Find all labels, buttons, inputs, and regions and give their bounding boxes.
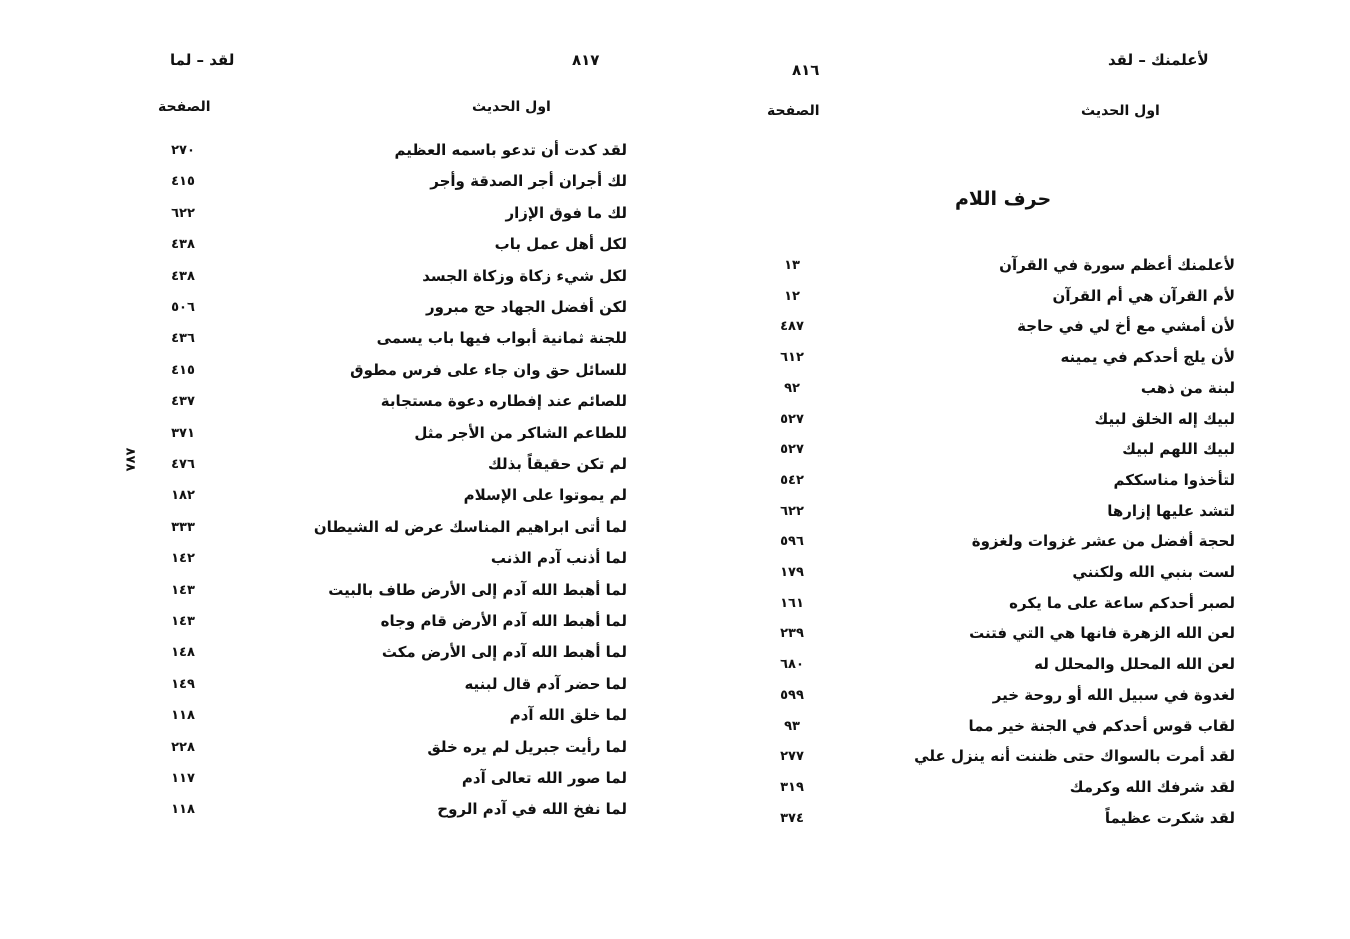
page-ref: ١١٨ — [171, 708, 195, 724]
page-ref: ٤٣٨ — [171, 237, 195, 253]
hadith-text: لقاب قوس أحدكم في الجنة خير مما — [968, 716, 1235, 735]
hadith-text: لقد كدت أن تدعو باسمه العظيم — [394, 141, 627, 159]
page-ref: ٤٨٧ — [780, 319, 804, 335]
right-page — [675, 0, 1350, 939]
hadith-text: لأعلمنك أعظم سورة في القرآن — [999, 256, 1235, 274]
page-ref: ١٤٣ — [171, 582, 195, 598]
hadith-text: لأن يلج أحدكم في يمينه — [1060, 348, 1235, 367]
hadith-text: لم تكن حقيقاً بذلك — [488, 455, 627, 473]
page-ref: ٢٣٩ — [780, 626, 804, 642]
hadith-text: لما أهبط الله آدم إلى الأرض طاف بالبيت — [328, 580, 627, 599]
hadith-text: لحجة أفضل من عشر غزوات ولغزوة — [971, 532, 1235, 551]
page-ref: ٤٣٦ — [171, 331, 195, 347]
page-ref: ٥٩٦ — [780, 534, 804, 550]
page-ref: ٤٧٦ — [171, 457, 195, 472]
page-ref: ٣٧١ — [171, 425, 195, 441]
page-ref: ٢٧٧ — [780, 749, 804, 765]
hadith-text: للسائل حق وان جاء على فرس مطوق — [350, 360, 627, 379]
page-ref: ٩٢ — [784, 380, 800, 396]
page-ref: ٢٧٠ — [171, 143, 195, 158]
hadith-text: لكل شيء زكاة وزكاة الجسد — [422, 266, 627, 285]
hadith-text: لكن أفضل الجهاد حج مبرور — [425, 298, 627, 316]
hadith-text: لما أهبط الله آدم الأرض قام وجاه — [380, 612, 627, 630]
page-ref: ٩٣ — [784, 718, 800, 734]
column-header-page: الصفحة — [767, 103, 820, 119]
hadith-text: لما صور الله تعالى آدم — [461, 769, 627, 787]
page-ref: ٢٢٨ — [171, 739, 195, 755]
page-ref: ٦٢٢ — [780, 503, 804, 519]
side-mark: ٨٧٨ — [122, 447, 138, 472]
page-ref: ١٤٩ — [171, 676, 195, 692]
page-ref: ٦٨٠ — [780, 657, 804, 673]
page-ref: ٥٤٢ — [780, 472, 804, 488]
page-number: ٨١٦ — [792, 61, 820, 79]
hadith-text: لقد شرفك الله وكرمك — [1069, 777, 1235, 796]
hadith-text: لبنة من ذهب — [1140, 378, 1235, 397]
hadith-text: لعن الله الزهرة فانها هي التي فتنت — [969, 624, 1235, 643]
page-ref: ١٤٣ — [171, 614, 195, 629]
hadith-text: لأم القرآن هي أم القرآن — [1052, 286, 1235, 305]
page-ref: ٤١٥ — [171, 174, 195, 190]
section-title: حرف اللام — [955, 188, 1052, 210]
hadith-text: لك ما فوق الإزار — [505, 203, 627, 222]
hadith-text: لما أتى ابراهيم المناسك عرض له الشيطان — [313, 517, 627, 536]
hadith-text: لأن أمشي مع أخ لي في حاجة — [1017, 317, 1235, 336]
running-head: لقد – لما — [170, 51, 235, 69]
page-ref: ١٣ — [784, 258, 800, 273]
page-ref: ١٤٨ — [171, 645, 195, 661]
page-ref: ٥٠٦ — [171, 300, 195, 315]
hadith-text: للطاعم الشاكر من الأجر مثل — [414, 423, 627, 442]
page-ref: ١١٧ — [171, 771, 195, 786]
hadith-text: للجنة ثمانية أبواب فيها باب يسمى — [376, 329, 627, 348]
page-ref: ١٦١ — [780, 595, 804, 611]
hadith-text: لغدوة في سبيل الله أو روحة خير — [992, 685, 1235, 704]
column-header-page: الصفحة — [158, 99, 211, 115]
hadith-text: لما خلق الله آدم — [509, 706, 627, 725]
page-ref: ٦١٢ — [780, 350, 804, 366]
running-head: لأعلمنك – لقد — [1108, 51, 1209, 69]
page-ref: ٦٢٢ — [171, 205, 195, 221]
hadith-text: لبيك إله الخلق لبيك — [1094, 409, 1235, 428]
page-ref: ٤٣٧ — [171, 394, 195, 410]
hadith-text: للصائم عند إفطاره دعوة مستجابة — [380, 392, 627, 411]
hadith-text: لما رأيت جبريل لم يره خلق — [427, 737, 627, 756]
hadith-text: لما أهبط الله آدم إلى الأرض مكث — [381, 643, 627, 662]
hadith-text: لما حضر آدم قال لبنيه — [464, 674, 627, 693]
hadith-text: لعن الله المحلل والمحلل له — [1034, 655, 1235, 674]
page-ref: ٥٩٩ — [780, 687, 804, 703]
hadith-text: لبيك اللهم لبيك — [1122, 440, 1235, 459]
hadith-text: لكل أهل عمل باب — [494, 235, 627, 254]
column-header-hadith: اول الحديث — [472, 99, 551, 115]
page-ref: ١١٨ — [171, 802, 195, 818]
hadith-text: لقد شكرت عظيماً — [1104, 808, 1235, 827]
page-ref: ٣٣٣ — [171, 519, 195, 535]
page-ref: ١٧٩ — [780, 565, 804, 580]
page-ref: ٤٣٨ — [171, 268, 195, 284]
page-number: ٨١٧ — [572, 51, 600, 69]
page-ref: ٥٢٧ — [780, 411, 804, 427]
page-ref: ٣١٩ — [780, 779, 804, 795]
page-ref: ٣٧٤ — [780, 810, 804, 826]
page-ref: ٥٢٧ — [780, 442, 804, 458]
hadith-text: لم يموتوا على الإسلام — [463, 486, 627, 505]
hadith-text: لتأخذوا مناسككم — [1113, 470, 1235, 489]
hadith-text: لصبر أحدكم ساعة على ما يكره — [1009, 593, 1235, 612]
hadith-text: لك أجران أجر الصدقة وأجر — [430, 172, 627, 191]
hadith-text: لما نفخ الله في آدم الروح — [437, 800, 627, 819]
hadith-text: لقد أمرت بالسواك حتى ظننت أنه ينزل علي — [914, 747, 1235, 766]
column-header-hadith: اول الحديث — [1081, 103, 1160, 119]
page-ref: ١٢ — [784, 288, 800, 304]
hadith-text: لست بنبي الله ولكنني — [1072, 563, 1235, 581]
hadith-text: لما أذنب آدم الذنب — [490, 549, 627, 568]
hadith-text: لتشد عليها إزارها — [1107, 501, 1235, 520]
page-ref: ٤١٥ — [171, 362, 195, 378]
page-ref: ١٨٢ — [171, 488, 195, 504]
page-ref: ١٤٢ — [171, 551, 195, 567]
